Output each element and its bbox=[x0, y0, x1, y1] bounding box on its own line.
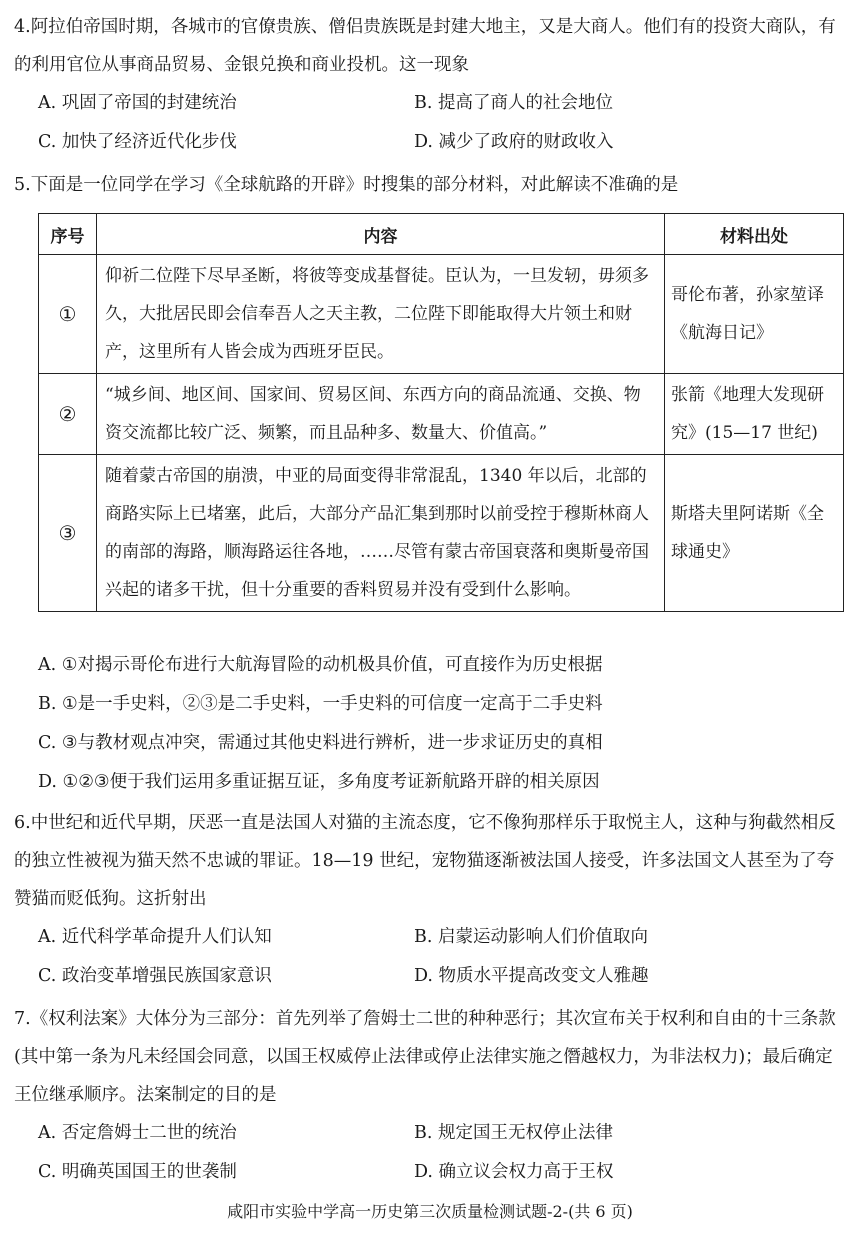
option-a[interactable]: A. ①对揭示哥伦布进行大航海冒险的动机极具价值，可直接作为历史根据 bbox=[38, 655, 603, 675]
option-d[interactable]: D. 确立议会权力高于王权 bbox=[414, 1162, 614, 1182]
option-d[interactable]: D. 物质水平提高改变文人雅趣 bbox=[414, 966, 649, 986]
option-a[interactable]: A. 巩固了帝国的封建统治 bbox=[38, 93, 237, 113]
table-row bbox=[39, 374, 844, 455]
material-table bbox=[38, 213, 844, 612]
question-5 bbox=[14, 166, 844, 204]
row-source: 斯塔夫里阿诺斯《全球通史》 bbox=[665, 455, 844, 612]
question-stem: 5.下面是一位同学在学习《全球航路的开辟》时搜集的部分材料，对此解读不准确的是 bbox=[14, 175, 679, 195]
options bbox=[38, 1114, 844, 1192]
question-number: 5. bbox=[14, 175, 31, 195]
row-index: ① bbox=[39, 255, 97, 374]
options bbox=[38, 84, 844, 162]
option-b[interactable]: B. 规定国王无权停止法律 bbox=[414, 1123, 613, 1143]
question-number: 4. bbox=[14, 17, 31, 37]
options bbox=[38, 646, 844, 802]
column-header-index: 序号 bbox=[39, 214, 97, 255]
row-content: 随着蒙古帝国的崩溃，中亚的局面变得非常混乱，1340 年以后，北部的商路实际上已堵塞，此后，大部分产品汇集到那时以前受控于穆斯林商人的南部的海路，顺海路运往各地，……尽管有蒙古帝国衰落和奥斯曼帝国兴起的诸多干扰，但十分重要的香料贸易并没有受到什么影响。 bbox=[97, 455, 665, 612]
row-source: 张箭《地理大发现研究》(15—17 世纪) bbox=[665, 374, 844, 455]
option-b[interactable]: B. ①是一手史料，②③是二手史料，一手史料的可信度一定高于二手史料 bbox=[38, 694, 603, 714]
option-c[interactable]: C. 加快了经济近代化步伐 bbox=[38, 132, 237, 152]
table-row bbox=[39, 255, 844, 374]
question-number: 6. bbox=[14, 813, 31, 833]
option-c[interactable]: C. ③与教材观点冲突，需通过其他史料进行辨析，进一步求证历史的真相 bbox=[38, 733, 603, 753]
option-b[interactable]: B. 启蒙运动影响人们价值取向 bbox=[414, 927, 648, 947]
question-4 bbox=[14, 8, 844, 162]
option-a[interactable]: A. 否定詹姆士二世的统治 bbox=[38, 1123, 237, 1143]
option-d[interactable]: D. ①②③便于我们运用多重证据互证，多角度考证新航路开辟的相关原因 bbox=[38, 772, 600, 792]
row-content: 仰祈二位陛下尽早圣断，将彼等变成基督徒。臣认为，一旦发轫，毋须多久，大批居民即会信奉吾人之天主教，二位陛下即能取得大片领土和财产，这里所有人皆会成为西班牙臣民。 bbox=[97, 255, 665, 374]
options bbox=[38, 918, 844, 996]
column-header-content: 内容 bbox=[97, 214, 665, 255]
question-6 bbox=[14, 804, 844, 996]
question-number: 7. bbox=[14, 1009, 31, 1029]
option-b[interactable]: B. 提高了商人的社会地位 bbox=[414, 93, 613, 113]
question-stem: 6.中世纪和近代早期，厌恶一直是法国人对猫的主流态度，它不像狗那样乐于取悦主人，这种与狗截然相反的独立性被视为猫天然不忠诚的罪证。18—19 世纪，宠物猫逐渐被法国人接受，许多法国文人甚至为了夸赞猫而贬低狗。这折射出 bbox=[14, 813, 836, 909]
question-7 bbox=[14, 1000, 844, 1192]
row-source: 哥伦布著，孙家堃译《航海日记》 bbox=[665, 255, 844, 374]
option-d[interactable]: D. 减少了政府的财政收入 bbox=[414, 132, 614, 152]
row-index: ② bbox=[39, 374, 97, 455]
page-footer: 咸阳市实验中学高一历史第三次质量检测试题-2-(共 6 页) bbox=[227, 1202, 633, 1221]
option-a[interactable]: A. 近代科学革命提升人们认知 bbox=[38, 927, 272, 947]
question-stem: 7.《权利法案》大体分为三部分：首先列举了詹姆士二世的种种恶行；其次宣布关于权利和自由的十三条款(其中第一条为凡未经国会同意，以国王权威停止法律或停止法律实施之僭越权力，为非法权力)；最后确定王位继承顺序。法案制定的目的是 bbox=[14, 1009, 836, 1105]
column-header-source: 材料出处 bbox=[665, 214, 844, 255]
row-content: “城乡间、地区间、国家间、贸易区间、东西方向的商品流通、交换、物资交流都比较广泛、频繁，而且品种多、数量大、价值高。” bbox=[97, 374, 665, 455]
question-5-options bbox=[14, 646, 844, 802]
option-c[interactable]: C. 政治变革增强民族国家意识 bbox=[38, 966, 272, 986]
option-c[interactable]: C. 明确英国国王的世袭制 bbox=[38, 1162, 237, 1182]
table-header-row bbox=[39, 214, 844, 255]
row-index: ③ bbox=[39, 455, 97, 612]
table-row bbox=[39, 455, 844, 612]
question-stem: 4.阿拉伯帝国时期，各城市的官僚贵族、僧侣贵族既是封建大地主，又是大商人。他们有的投资大商队，有的利用官位从事商品贸易、金银兑换和商业投机。这一现象 bbox=[14, 17, 836, 75]
